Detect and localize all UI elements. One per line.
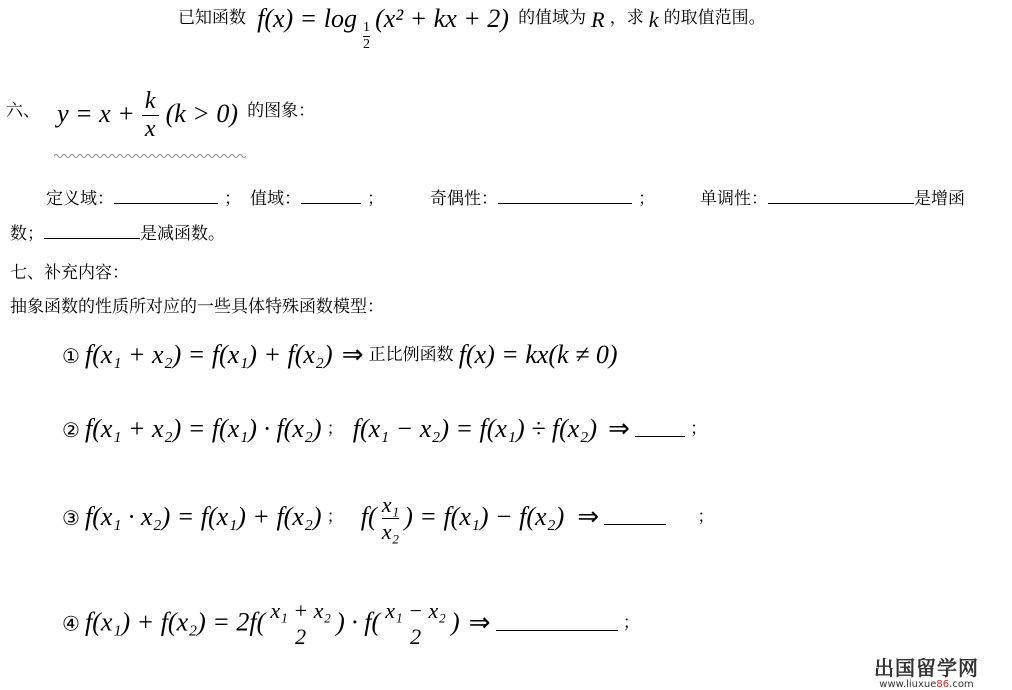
model-2-end: ； — [690, 419, 708, 439]
section6-label: 六、 — [6, 101, 40, 121]
model-3-frac-num: x₁ — [381, 492, 400, 517]
section6-frac-den: x — [144, 116, 156, 142]
log-base-fraction — [363, 20, 370, 53]
model-2-sep: ； — [326, 419, 344, 439]
parity-label: 奇偶性： — [430, 189, 498, 209]
mono-label: 单调性： — [700, 189, 768, 209]
model-4-fraction-2 — [385, 598, 446, 650]
problem-k: k — [648, 7, 659, 32]
model-2-arrow: ⇒ — [608, 414, 630, 443]
model-4-mid: ) · f( — [336, 607, 381, 637]
domain-label: 定义域： — [46, 189, 114, 209]
model-2 — [62, 414, 707, 444]
watermark-url-3: .com — [949, 679, 974, 690]
range-blank[interactable] — [301, 185, 361, 204]
problem-middle: 的值域为 — [518, 8, 587, 28]
model-4 — [62, 600, 640, 652]
model-2-marker: ② — [62, 418, 80, 442]
range-group — [250, 184, 384, 209]
props-line-1 — [46, 184, 241, 209]
model-4-arrow: ⇒ — [468, 607, 491, 637]
model-3-eq: f(x₁ · x₂) = f(x₁) + f(x₂) — [85, 502, 322, 531]
model-3-frac-den: x₂ — [381, 519, 400, 544]
model-4-frac2-num: x₁ − x₂ — [385, 598, 446, 623]
section7-label: 七、补充内容： — [10, 263, 129, 283]
model-1-marker: ① — [62, 344, 80, 368]
problem-formula-lhs: f(x) = log — [257, 4, 357, 33]
model-2-blank[interactable] — [635, 422, 685, 437]
model-4-marker: ④ — [62, 611, 80, 636]
watermark-url-1: www.liuxue — [879, 679, 937, 690]
decreasing-blank[interactable] — [44, 220, 140, 239]
model-3-marker: ③ — [62, 506, 80, 530]
parity-end: ； — [638, 189, 655, 209]
problem-ask: ，求 — [609, 8, 644, 28]
model-4-frac1-den: 2 — [295, 624, 307, 649]
increasing-blank[interactable] — [768, 185, 914, 204]
model-3-sep: ； — [326, 507, 344, 527]
section6-fraction — [142, 88, 159, 143]
model-3-end: ； — [697, 507, 715, 527]
range-label: 值域： — [250, 189, 301, 209]
wavy-underline — [54, 152, 250, 160]
domain-blank[interactable] — [114, 185, 218, 204]
watermark-title: 出国留学网 — [874, 656, 979, 680]
props-line-2 — [10, 219, 225, 244]
model-3-fraction — [382, 492, 399, 545]
model-1-result-eq: f(x) = kx(k ≠ 0) — [458, 340, 618, 369]
problem-suffix: 的取值范围。 — [663, 8, 766, 28]
problem-line — [178, 4, 766, 64]
model-3-eq2-post: ) = f(x₁) − f(x₂) — [404, 502, 565, 531]
model-3-blank[interactable] — [604, 510, 666, 525]
line2-start: 数； — [10, 224, 44, 244]
section6-line — [6, 90, 315, 156]
problem-formula-arg: (x² + kx + 2) — [375, 4, 509, 33]
model-4-frac2-den: 2 — [410, 624, 422, 649]
log-base-den: 2 — [363, 37, 371, 52]
model-4-post: ) — [451, 607, 460, 637]
section7-intro: 抽象函数的性质所对应的一些具体特殊函数模型： — [10, 297, 384, 317]
model-4-blank[interactable] — [496, 616, 618, 631]
increasing-text: 是增函 — [914, 189, 965, 209]
model-3 — [62, 494, 714, 547]
problem-R: R — [591, 7, 605, 32]
model-2-eq2: f(x₁ − x₂) = f(x₁) ÷ f(x₂) — [352, 414, 598, 443]
model-1-result-text: 正比例函数 — [368, 345, 454, 365]
log-base-num: 1 — [363, 20, 371, 35]
section6-cond: (k > 0) — [165, 99, 239, 128]
watermark-url — [874, 679, 979, 690]
parity-group — [430, 184, 655, 209]
watermark — [874, 652, 979, 690]
domain-end: ； — [224, 189, 241, 209]
model-4-end: ； — [622, 612, 640, 633]
problem-prefix: 已知函数 — [178, 8, 246, 28]
model-1-eq: f(x₁ + x₂) = f(x₁) + f(x₂) — [85, 340, 333, 369]
decreasing-text: 是减函数。 — [140, 224, 225, 244]
model-2-eq: f(x₁ + x₂) = f(x₁) · f(x₂) — [85, 414, 322, 443]
model-3-eq2-pre: f( — [360, 502, 377, 531]
mono-group — [700, 184, 965, 209]
model-4-fraction-1 — [270, 598, 331, 650]
model-1 — [62, 340, 618, 370]
model-3-arrow: ⇒ — [577, 502, 600, 531]
parity-blank[interactable] — [498, 185, 632, 204]
model-4-frac1-num: x₁ + x₂ — [270, 598, 332, 623]
section6-lhs: y = x + — [57, 99, 135, 128]
section6-suffix: 的图象： — [247, 101, 316, 121]
model-4-eq: f(x₁) + f(x₂) = 2f( — [85, 607, 266, 637]
range-end: ； — [367, 189, 384, 209]
watermark-url-2: 86 — [936, 679, 950, 690]
section6-frac-num: k — [144, 88, 156, 114]
model-1-arrow: ⇒ — [341, 340, 364, 369]
